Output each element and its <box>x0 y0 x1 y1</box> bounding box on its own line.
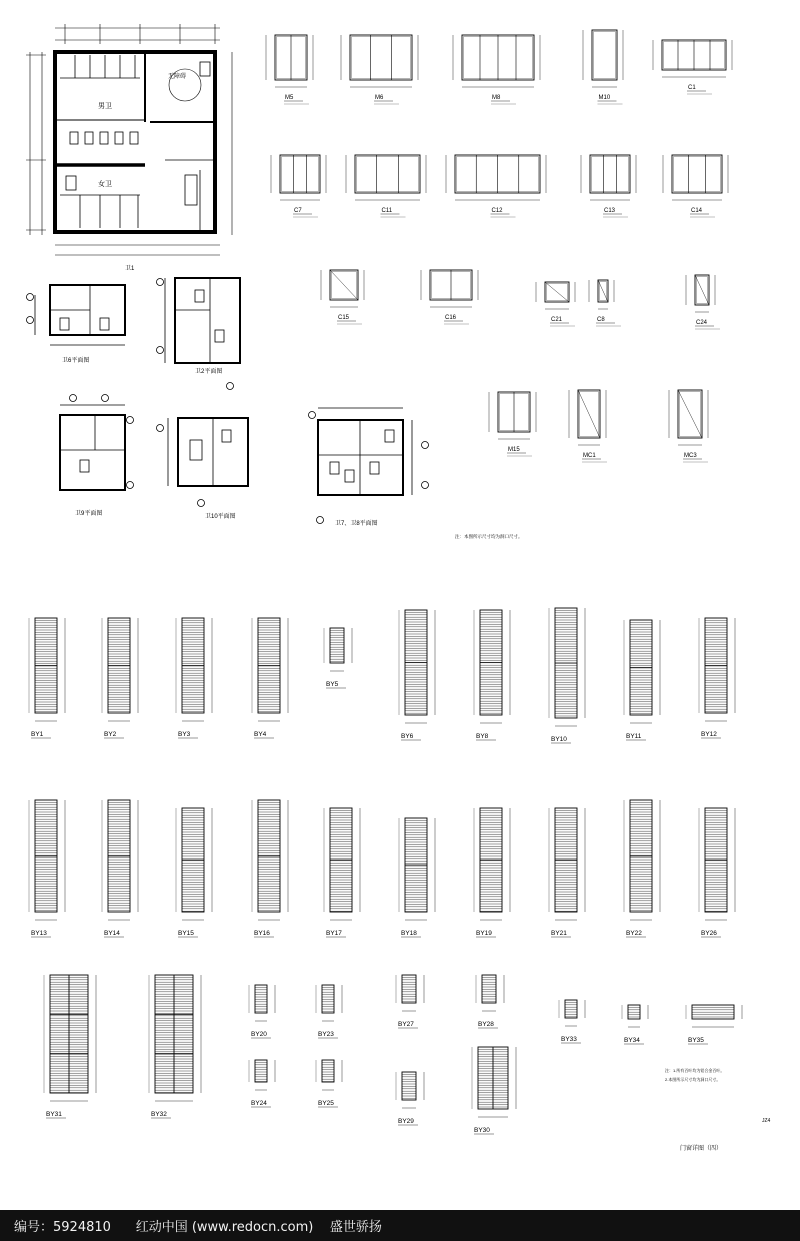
louver-label: BY32 <box>151 1111 167 1118</box>
louver-label: BY27 <box>398 1021 414 1028</box>
window-m5 <box>266 35 313 104</box>
louver-by1 <box>29 618 65 738</box>
louver-by16 <box>252 800 288 937</box>
window-label: M10 <box>598 95 611 101</box>
louver-label: BY28 <box>478 1021 494 1028</box>
footer-id: 编号：5924810 <box>14 1220 111 1235</box>
louver-label: BY19 <box>476 930 492 937</box>
window-m6 <box>341 35 418 104</box>
window-elevations <box>266 30 732 462</box>
window-c13 <box>581 155 636 217</box>
window-label: M15 <box>508 447 520 453</box>
footer-site: 红动中国 (www.redocn.com) <box>135 1220 314 1235</box>
window-label: C1 <box>688 85 696 91</box>
louver-label: BY29 <box>398 1118 414 1125</box>
louver-label: BY35 <box>688 1037 704 1044</box>
louver-label: BY11 <box>626 733 642 740</box>
louver-by4 <box>252 618 288 738</box>
louver-by25 <box>316 1060 342 1107</box>
louver-label: BY6 <box>401 733 414 740</box>
louver-label: BY10 <box>551 736 567 743</box>
window-label: C15 <box>338 315 350 321</box>
louver-label: BY14 <box>104 930 120 937</box>
louver-by28 <box>476 975 504 1028</box>
window-c11 <box>346 155 426 217</box>
window-c12 <box>446 155 546 217</box>
window-label: C12 <box>491 208 503 214</box>
louver-by8 <box>474 610 510 740</box>
louver-label: BY18 <box>401 930 417 937</box>
window-c1 <box>653 40 732 94</box>
window-c16 <box>421 270 478 324</box>
window-label: C13 <box>604 208 616 214</box>
louver-label: BY24 <box>251 1100 267 1107</box>
louver-label: BY21 <box>551 930 567 937</box>
louver-label: BY4 <box>254 731 267 738</box>
louver-by35 <box>686 1005 742 1044</box>
louver-label: BY2 <box>104 731 117 738</box>
louver-by31 <box>44 975 96 1118</box>
louver-label: BY22 <box>626 930 642 937</box>
plan-title-wei9: 卫9平面图 <box>75 511 103 517</box>
windows-note: 注：本图所示尺寸均为洞口尺寸。 <box>455 534 523 539</box>
window-label: M6 <box>375 95 384 101</box>
louver-by24 <box>249 1060 275 1107</box>
window-label: M5 <box>285 95 294 101</box>
window-label: C14 <box>691 208 703 214</box>
main-plan-title: 卫1 <box>125 266 135 272</box>
louver-by22 <box>624 800 660 937</box>
window-label: MC1 <box>583 453 596 459</box>
watermark-footer <box>0 1210 800 1241</box>
louver-by19 <box>474 808 510 937</box>
louver-label: BY31 <box>46 1111 62 1118</box>
louver-by27 <box>396 975 424 1028</box>
louver-by18 <box>399 818 435 937</box>
louver-label: BY3 <box>178 731 191 738</box>
louver-note-line2: 2.本图所示尺寸均为洞口尺寸。 <box>665 1077 721 1082</box>
window-label: C11 <box>381 208 393 214</box>
window-c21 <box>536 282 575 326</box>
window-c15 <box>321 270 364 324</box>
louver-label: BY34 <box>624 1037 640 1044</box>
window-label: C7 <box>294 208 302 214</box>
louver-by33 <box>559 1000 585 1043</box>
louver-by29 <box>396 1072 424 1125</box>
louver-by12 <box>699 618 735 738</box>
louver-label: BY26 <box>701 930 717 937</box>
louver-by2 <box>102 618 138 738</box>
window-m8 <box>453 35 540 104</box>
louver-elevations <box>29 608 742 1134</box>
louver-by23 <box>316 985 342 1038</box>
plan-title-wei6: 卫6平面图 <box>62 358 90 364</box>
louver-by11 <box>624 620 660 740</box>
louver-by14 <box>102 800 138 937</box>
window-label: MC3 <box>684 453 697 459</box>
window-label: C8 <box>597 317 605 323</box>
louver-by32 <box>149 975 201 1118</box>
window-label: C16 <box>445 315 457 321</box>
louver-label: BY20 <box>251 1031 267 1038</box>
louver-by3 <box>176 618 212 738</box>
sheet-number: JZ4 <box>762 1118 771 1124</box>
main-plan-label-male: 男卫 <box>98 103 112 110</box>
footer-author: 盛世骄扬 <box>329 1220 382 1235</box>
plan-title-wei2: 卫2平面图 <box>195 369 223 375</box>
louver-label: BY16 <box>254 930 270 937</box>
window-label: C24 <box>696 320 708 326</box>
window-c7 <box>271 155 326 217</box>
louver-by13 <box>29 800 65 937</box>
louver-label: BY25 <box>318 1100 334 1107</box>
window-label: M8 <box>492 95 501 101</box>
plan-title-wei10: 卫10平面图 <box>205 514 236 520</box>
sheet-title: 门窗详图（四） <box>680 1146 723 1152</box>
louver-label: BY1 <box>31 731 44 738</box>
louver-label: BY12 <box>701 731 717 738</box>
window-mc3 <box>669 390 708 462</box>
plan-title-wei7-8: 卫7、卫8平面图 <box>335 521 378 527</box>
louver-by21 <box>549 808 585 937</box>
louver-label: BY15 <box>178 930 194 937</box>
louver-by34 <box>622 1005 648 1044</box>
louver-label: BY8 <box>476 733 489 740</box>
small-restroom-plans <box>27 278 429 524</box>
louver-by26 <box>699 808 735 937</box>
window-c8 <box>589 280 621 326</box>
louver-label: BY5 <box>326 681 339 688</box>
main-plan-label-accessible: 无障碍 <box>168 74 187 80</box>
louver-by20 <box>249 985 275 1038</box>
louver-label: BY33 <box>561 1036 577 1043</box>
main-plan-label-female: 女卫 <box>98 181 112 188</box>
louver-by15 <box>176 808 212 937</box>
window-mc1 <box>569 390 607 462</box>
window-m15 <box>489 392 536 456</box>
louver-note-line1: 注：1.所有百叶均为铝合金百叶。 <box>665 1068 725 1073</box>
window-c14 <box>663 155 728 217</box>
louver-by5 <box>324 628 352 688</box>
louver-label: BY23 <box>318 1031 334 1038</box>
main-restroom-plan <box>26 24 232 255</box>
louver-by6 <box>399 610 435 740</box>
louver-by10 <box>549 608 585 743</box>
louver-by17 <box>324 808 360 937</box>
louver-label: BY13 <box>31 930 47 937</box>
louver-by30 <box>472 1047 516 1134</box>
louver-label: BY17 <box>326 930 342 937</box>
louver-label: BY30 <box>474 1127 490 1134</box>
window-c24 <box>686 275 720 329</box>
window-label: C21 <box>551 317 563 323</box>
window-m10 <box>583 30 623 104</box>
